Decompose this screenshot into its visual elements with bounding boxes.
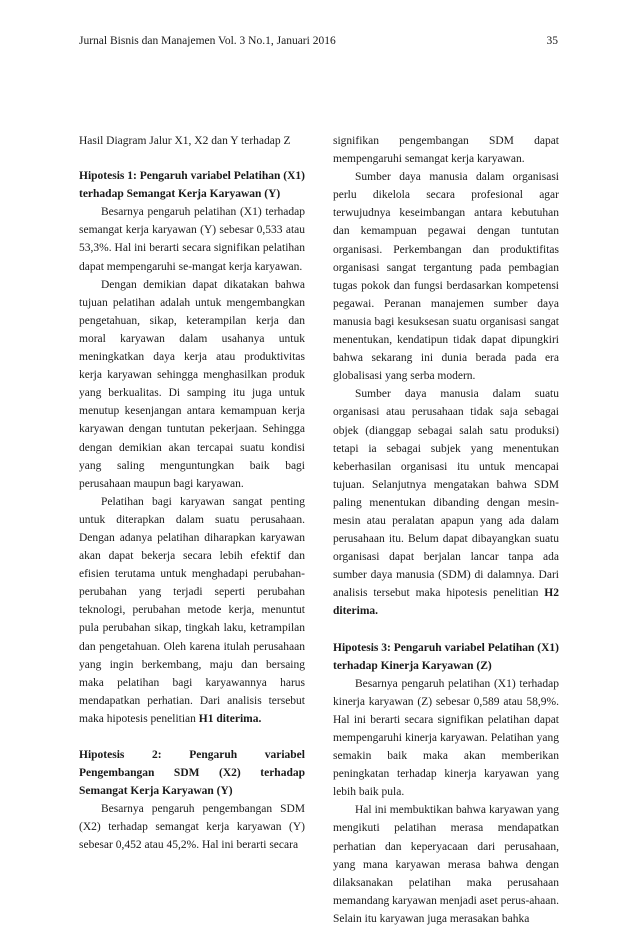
conclusion-h1: H1 diterima.	[198, 712, 262, 725]
paragraph: Besarnya pengaruh pelatihan (X1) terhadap semangat kerja karyawan (Y) sebesar 0,533 atau 53,3%. Hal ini berarti secara signifikan pelatihan dapat mempengaruhi se-mangat kerja karyawan.	[79, 206, 305, 273]
hypothesis-2-heading: Hipotesis 2: Pengaruh variabel Pengembangan SDM (X2) terhadap Semangat Kerja Karyawan (Y)	[79, 749, 305, 798]
paragraph: Hal ini membuktikan bahwa karyawan yang mengikuti pelatihan merasa mendapatkan perhatian dan keperyacaan dari perusahaan, yang mana karyawan merasa bahwa dengan dilaksanakan pelatihan maka perusahaan memandang karyawan menjadi aset perus-ahaan. Selain itu karyawan juga merasakan bahka	[333, 804, 559, 925]
hypothesis-1-heading: Hipotesis 1: Pengaruh variabel Pelatihan (X1) terhadap Semangat Kerja Karyawan (Y)	[79, 170, 305, 201]
paragraph: Besarnya pengaruh pengembangan SDM (X2) terhadap semangat kerja karyawan (Y) sebesar 0,452 atau 45,2%. Hal ini berarti secara	[79, 803, 305, 852]
page-number: 35	[546, 35, 558, 47]
hypothesis-3-heading: Hipotesis 3: Pengaruh variabel Pelatihan (X1) terhadap Kinerja Karyawan (Z)	[333, 641, 559, 672]
paragraph	[333, 385, 559, 620]
paragraph: signifikan pengembangan SDM dapat mempengaruhi semangat kerja karyawan.	[333, 135, 559, 166]
paragraph: Besarnya pengaruh pelatihan (X1) terhadap kinerja karyawan (Z) sebesar 0,589 atau 58,9%. Hal ini berarti secara signifikan pelatihan dapat mempengaruhi kinerja karyawan. Pelatihan yang semakin baik maka akan memberikan peningkatan terhadap kinerja karyawan yang lebih baik pula.	[333, 677, 559, 799]
conclusion-h2: H2 diterima.	[333, 587, 559, 618]
right-column	[333, 132, 559, 928]
left-column	[79, 132, 305, 855]
paragraph	[79, 493, 305, 728]
paragraph: Sumber daya manusia dalam organisasi perlu dikelola secara profesional agar terwujudnya keseimbangan antara kebutuhan dan kemampuan pegawai dengan tuntutan organisasi. Perkembangan dan produktifitas organisasi sangat tergantung pada pembagian tugas pokok dan fungsi berdasarkan kompetensi pegawai. Peranan manajemen sumber daya manusia bagi kesuksesan suatu organisasi sangat menentukan, kendatipun tidak dapat dipungkiri bahwa sekarang ini dunia berada pada era globalisasi yang serba modern.	[333, 171, 559, 383]
paragraph: Dengan demikian dapat dikatakan bahwa tujuan pelatihan adalah untuk mengembangkan pengetahuan, sikap, keterampilan kerja dan moral karyawan dalam usahanya untuk meningkatkan daya kerja atau produktivitas kerja karyawan sehingga menghasilkan produk yang berkualitas. Di samping itu juga untuk menutup kesenjangan antara kemampuan kerja karyawan dengan tuntutan pekerjaan. Sehingga dengan demikian akan tercapai suatu kondisi yang saling menguntungkan baik bagi perusahaan maupun bagi karyawan.	[79, 278, 305, 490]
paragraph-text: Pelatihan bagi karyawan sangat penting untuk diterapkan dalam suatu perusahaan. Dengan adanya pelatihan diharapkan karyawan akan dapat bekerja secara lebih efektif dan efisien terutama untuk menghadapi perubahan-perubahan yang terjadi seperti perubahan teknologi, perubahan metode kerja, menuntut pula perubahan sikap, tingkah laku, ketrampilan dan pengetahuan. Oleh karena itulah perusahaan yang ingin berkembang, maju dan bersaing maka pelatihan bagi karyawannya harus mendapatkan perhatian. Dari analisis tersebut maka hipotesis penelitian	[79, 495, 305, 725]
journal-title: Jurnal Bisnis dan Manajemen Vol. 3 No.1, Januari 2016	[79, 35, 336, 47]
paragraph-text: Sumber daya manusia dalam suatu organisasi atau perusahaan tidak saja sebagai objek (dianggap sebagai salah satu produksi) tetapi ia sebagai subjek yang menentukan keberhasilan organisasi itu untuk mencapai tujuan. Selanjutnya mengatakan bahwa SDM paling menentukan dibanding dengan mesin-mesin atau peralatan apapun yang ada dalam perusahaan itu. Belum dapat dibayangkan suatu organisasi dapat berjalan lancar tanpa ada sumber daya manusia (SDM) di dalamnya. Dari analisis tersebut maka hipotesis penelitian	[333, 388, 559, 600]
figure-caption: Hasil Diagram Jalur X1, X2 dan Y terhadap Z	[79, 135, 291, 147]
running-header	[79, 35, 558, 53]
